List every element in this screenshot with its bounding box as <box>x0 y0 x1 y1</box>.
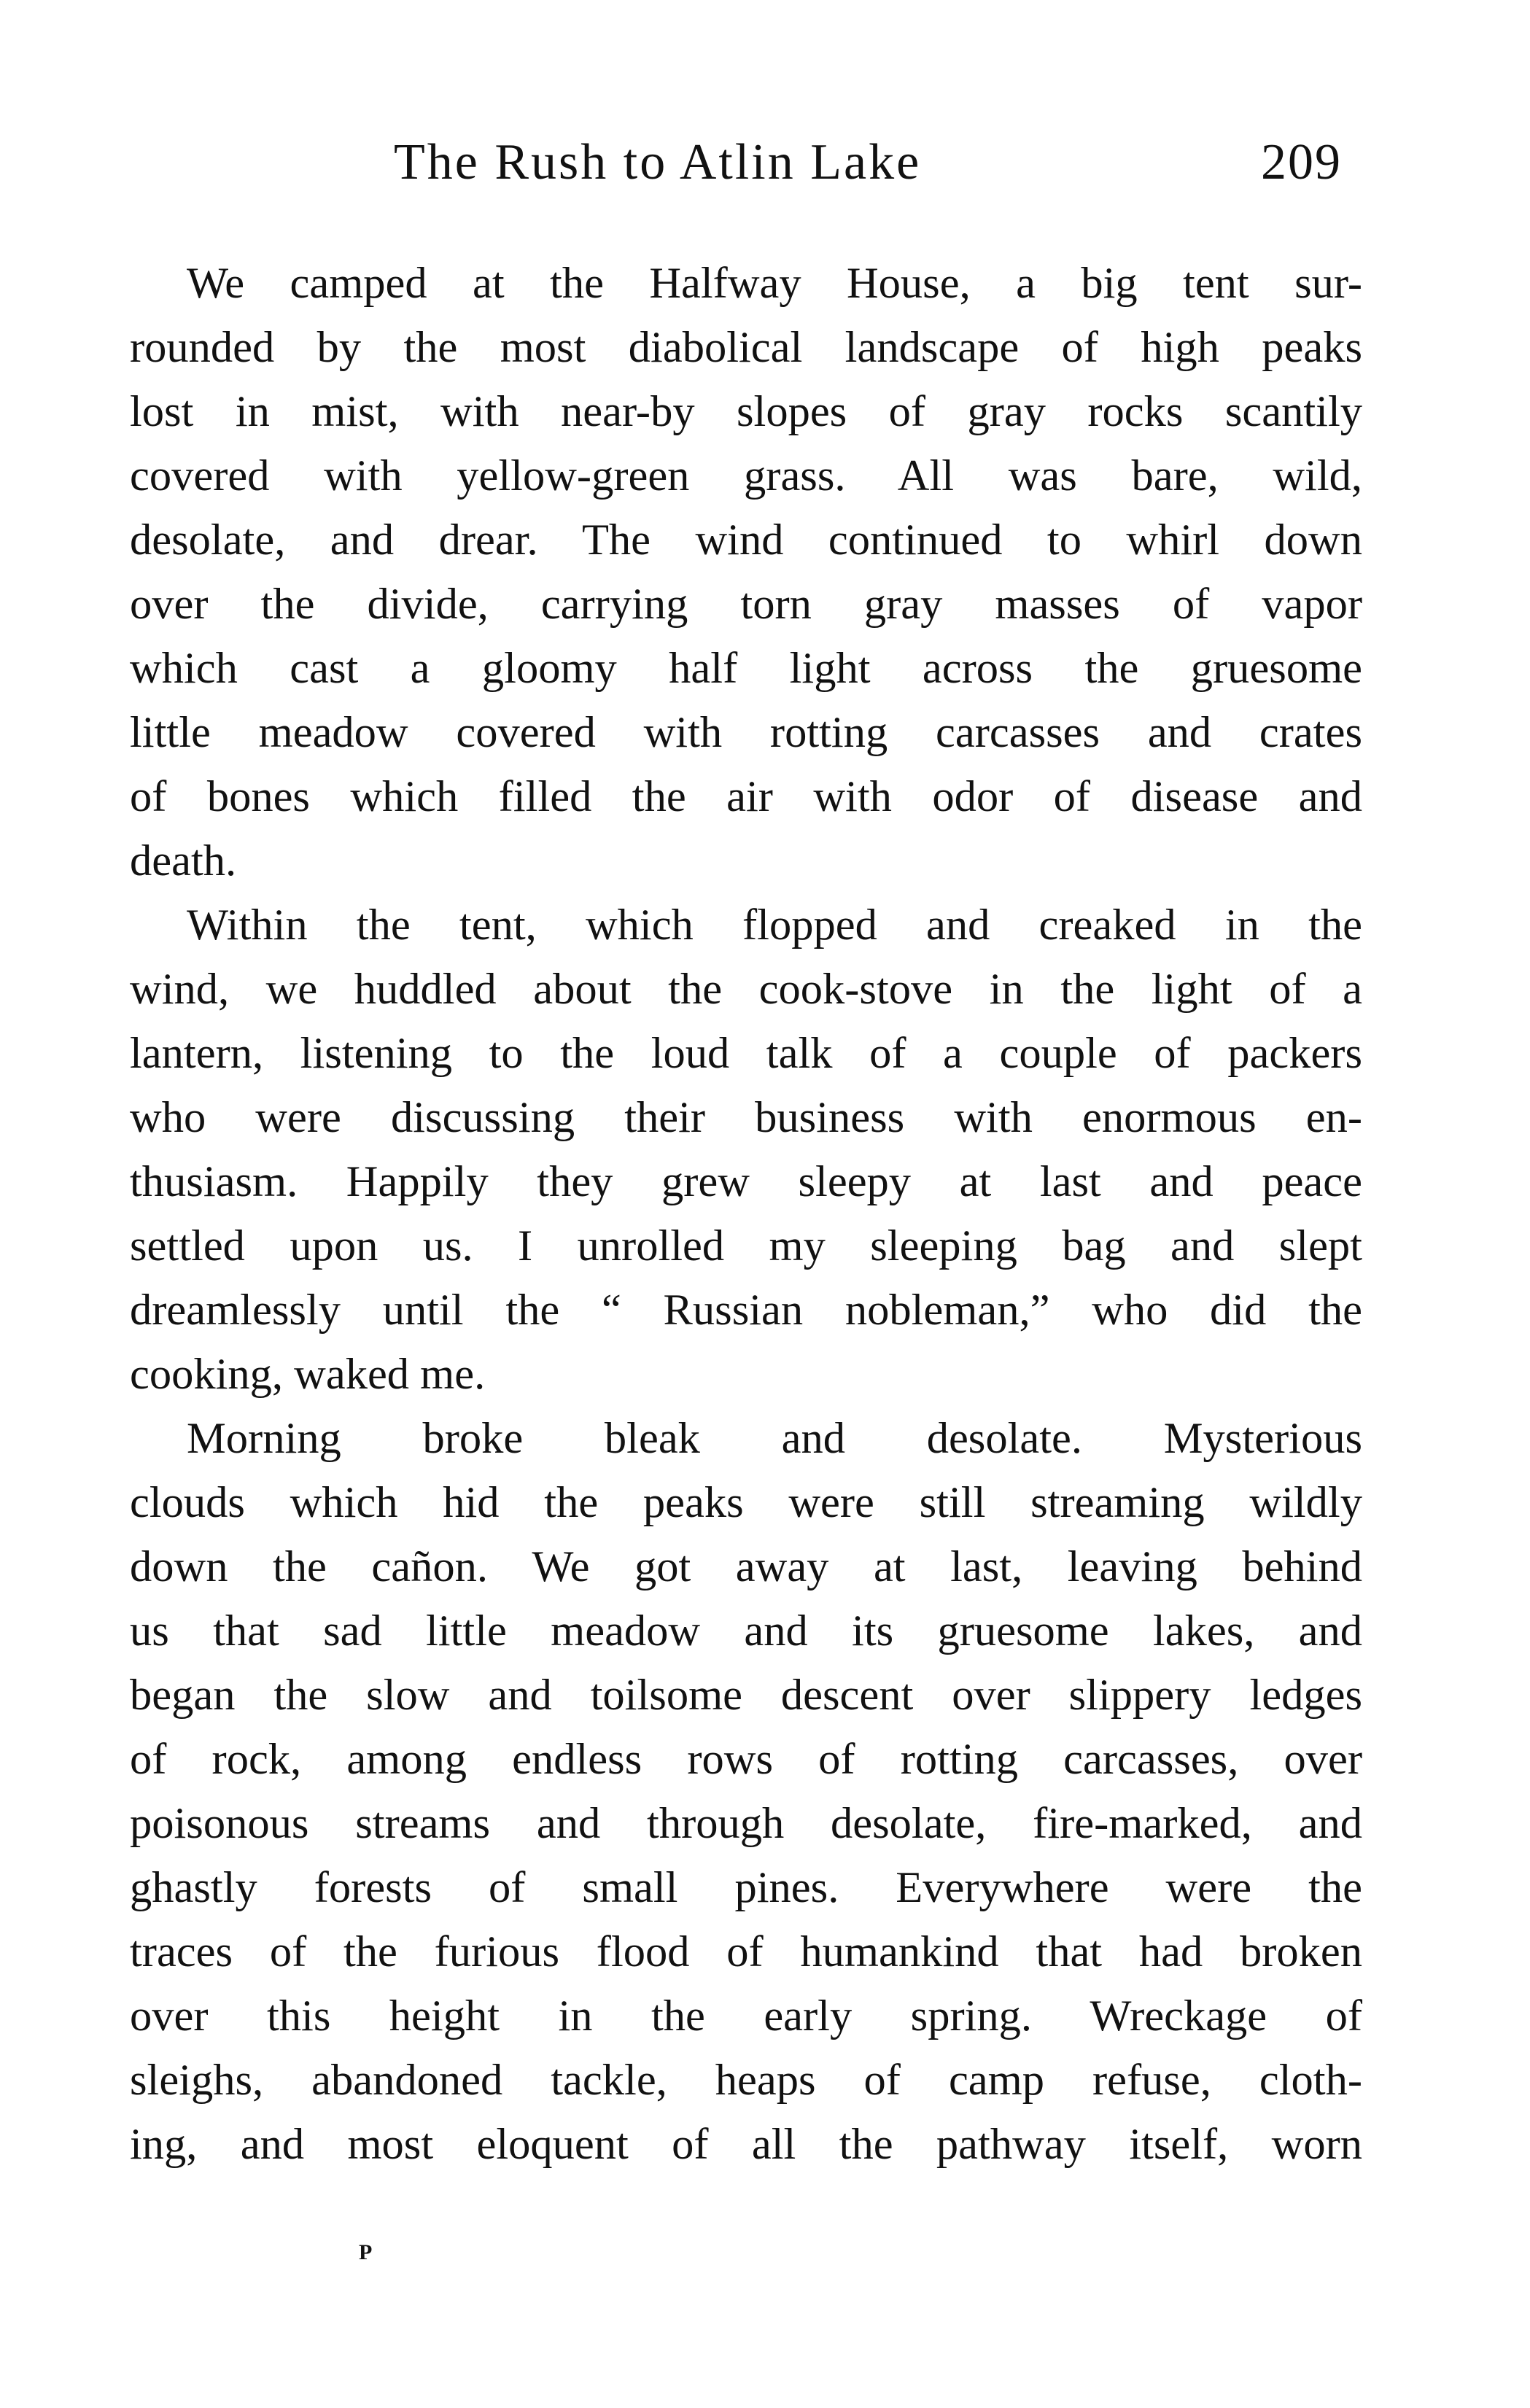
text-line: clouds which hid the peaks were still streaming wildly <box>130 1478 1362 1527</box>
paragraph-3 <box>130 1407 1362 2177</box>
text-line: We camped at the Halfway House, a big tent sur- <box>187 259 1362 308</box>
text-line: ghastly forests of small pines. Everywhere were the <box>130 1863 1362 1912</box>
text-line: desolate, and drear. The wind continued to whirl down <box>130 516 1362 564</box>
paragraph-1 <box>130 252 1362 893</box>
text-line: thusiasm. Happily they grew sleepy at last and peace <box>130 1157 1362 1206</box>
text-line: traces of the furious flood of humankind that had broken <box>130 1927 1362 1976</box>
text-line: who were discussing their business with enormous en- <box>130 1093 1362 1142</box>
text-line: sleighs, abandoned tackle, heaps of camp refuse, cloth- <box>130 2056 1362 2105</box>
running-head <box>394 130 1342 195</box>
text-line: covered with yellow-green grass. All was bare, wild, <box>130 451 1362 500</box>
text-line: cooking, waked me. <box>130 1350 486 1399</box>
text-line: Morning broke bleak and desolate. Mysterious <box>187 1414 1362 1463</box>
printer-signature-mark: P <box>359 2240 373 2264</box>
text-line: poisonous streams and through desolate, fire-marked, and <box>130 1799 1362 1848</box>
text-line: over the divide, carrying torn gray masses of vapor <box>130 580 1362 629</box>
text-line: wind, we huddled about the cook-stove in the light of a <box>130 965 1362 1014</box>
text-line: rounded by the most diabolical landscape of high peaks <box>130 323 1362 372</box>
text-line: ing, and most eloquent of all the pathway itself, worn <box>130 2120 1362 2169</box>
text-line: which cast a gloomy half light across the gruesome <box>130 644 1362 693</box>
paragraph-2 <box>130 893 1362 1407</box>
text-line: settled upon us. I unrolled my sleeping bag and slept <box>130 1222 1362 1270</box>
text-line: of rock, among endless rows of rotting carcasses, over <box>130 1735 1362 1784</box>
text-line: began the slow and toilsome descent over slippery ledges <box>130 1671 1362 1720</box>
text-line: little meadow covered with rotting carcasses and crates <box>130 708 1362 757</box>
text-line: of bones which filled the air with odor of disease and <box>130 772 1362 821</box>
text-line: dreamlessly until the “ Russian nobleman,” who did the <box>130 1286 1362 1335</box>
text-line: death. <box>130 836 237 885</box>
text-line: lost in mist, with near-by slopes of gray rocks scantily <box>130 387 1362 436</box>
text-line: down the cañon. We got away at last, leaving behind <box>130 1542 1362 1591</box>
text-line: lantern, listening to the loud talk of a couple of packers <box>130 1029 1362 1078</box>
text-line: us that sad little meadow and its gruesome lakes, and <box>130 1607 1362 1655</box>
text-line: Within the tent, which flopped and creaked in the <box>187 901 1362 949</box>
body-text <box>130 252 1362 2177</box>
text-line: over this height in the early spring. Wreckage of <box>130 1992 1362 2040</box>
chapter-title: The Rush to Atlin Lake <box>394 134 922 190</box>
page-number: 209 <box>1261 134 1342 190</box>
